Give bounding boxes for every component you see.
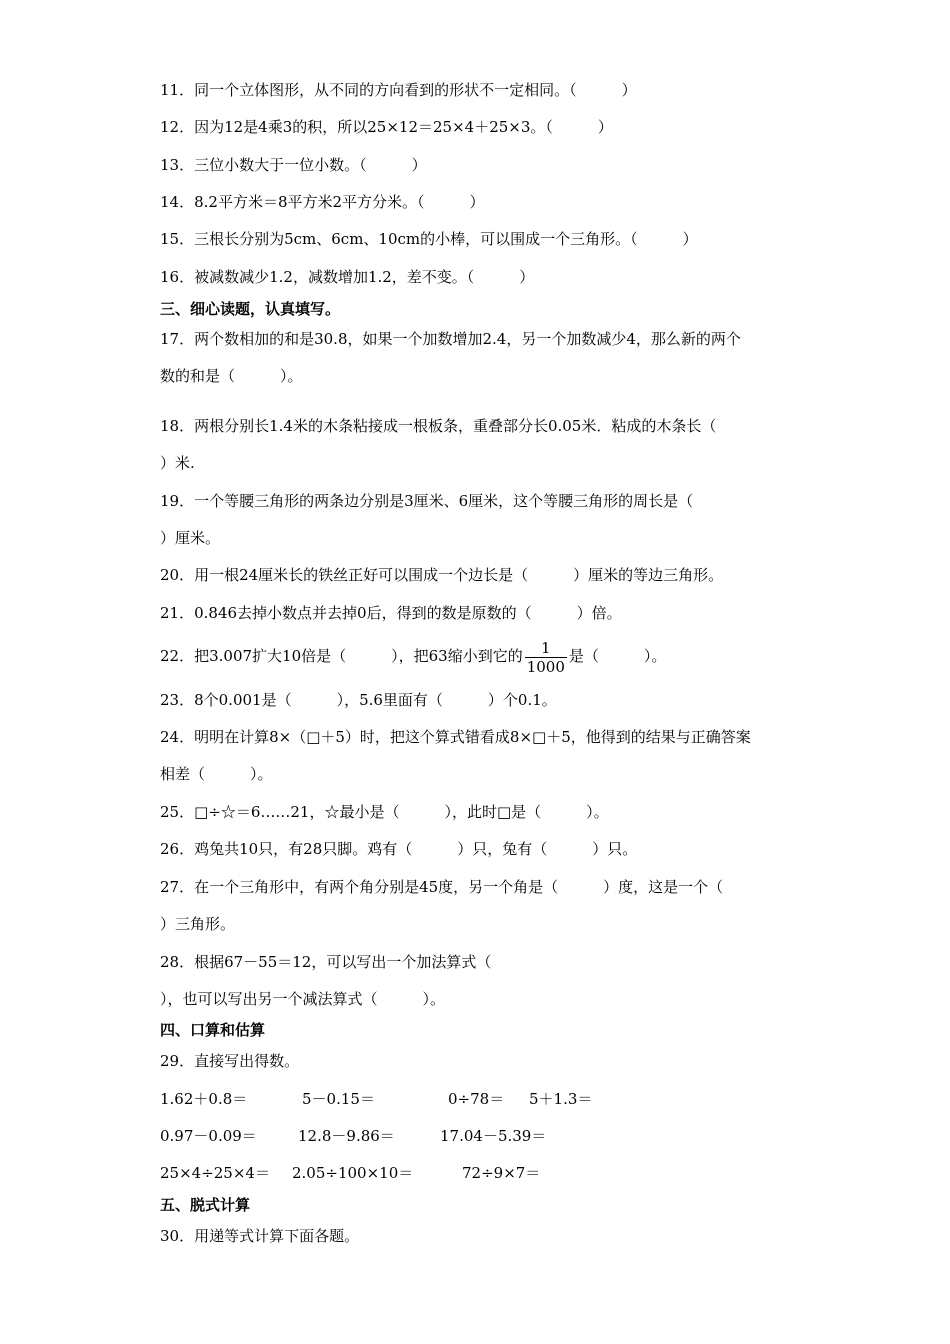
- fraction-numerator: 1: [525, 639, 567, 658]
- question-26: 26．鸡兔共10只，有28只脚。鸡有（ ）只，兔有（ ）只。: [160, 840, 638, 858]
- section-heading-5: 五、脱式计算: [160, 1196, 251, 1214]
- question-11: 11．同一个立体图形，从不同的方向看到的形状不一定相同。（ ）: [160, 81, 637, 99]
- question-22-prefix: 22．把3.007扩大10倍是（ ），把63缩小到它的: [160, 647, 523, 665]
- question-29: 29．直接写出得数。: [160, 1052, 300, 1070]
- question-20: 20．用一根24厘米长的铁丝正好可以围成一个边长是（ ）厘米的等边三角形。: [160, 566, 724, 584]
- fraction-denominator: 1000: [526, 657, 565, 676]
- calc-item: 2.05÷100×10＝: [292, 1164, 414, 1182]
- question-12: 12．因为12是4乘3的积，所以25×12＝25×4＋25×3。（ ）: [160, 118, 613, 136]
- question-25: 25．□÷☆＝6……21，☆最小是（ ），此时□是（ ）。: [160, 803, 609, 821]
- calc-item: 0÷78＝: [448, 1090, 505, 1108]
- question-16: 16．被减数减少1.2，减数增加1.2，差不变。（ ）: [160, 268, 535, 286]
- section-heading-3: 三、细心读题，认真填写。: [160, 300, 341, 318]
- question-19-line-1: 19．一个等腰三角形的两条边分别是3厘米、6厘米，这个等腰三角形的周长是（: [160, 492, 694, 510]
- calc-item: 17.04－5.39＝: [440, 1127, 547, 1145]
- calc-item: 25×4÷25×4＝: [160, 1164, 270, 1182]
- calc-item: 0.97－0.09＝: [160, 1127, 257, 1145]
- fraction: [525, 639, 567, 676]
- section-heading-4: 四、口算和估算: [160, 1021, 266, 1039]
- calc-item: 12.8－9.86＝: [298, 1127, 395, 1145]
- calc-item: 1.62＋0.8＝: [160, 1090, 248, 1108]
- question-22-suffix: 是（ ）。: [568, 647, 667, 665]
- question-18-line-1: 18．两根分别长1.4米的木条粘接成一根板条，重叠部分长0.05米．粘成的木条长（: [160, 417, 717, 435]
- question-15: 15．三根长分别为5cm、6cm、10cm的小棒，可以围成一个三角形。（ ）: [160, 230, 698, 248]
- question-23: 23．8个0.001是（ ），5.6里面有（ ）个0.1。: [160, 691, 557, 709]
- question-14: 14．8.2平方米＝8平方米2平方分米。（ ）: [160, 193, 485, 211]
- question-18-line-2: ）米.: [160, 454, 195, 472]
- question-21: 21．0.846去掉小数点并去掉0后，得到的数是原数的（ ）倍。: [160, 604, 622, 622]
- question-27-line-1: 27．在一个三角形中，有两个角分别是45度，另一个角是（ ）度，这是一个（: [160, 878, 724, 896]
- question-13: 13．三位小数大于一位小数。（ ）: [160, 156, 427, 174]
- calc-item: 5＋1.3＝: [529, 1090, 593, 1108]
- question-22: [160, 636, 666, 676]
- question-24-line-1: 24．明明在计算8×（□＋5）时，把这个算式错看成8×□＋5，他得到的结果与正确答案: [160, 728, 751, 746]
- question-28-line-2: ），也可以写出另一个减法算式（ ）。: [160, 990, 446, 1008]
- question-24-line-2: 相差（ ）。: [160, 765, 273, 783]
- question-17-line-2: 数的和是（ ）。: [160, 367, 303, 385]
- question-28-line-1: 28．根据67－55＝12，可以写出一个加法算式（: [160, 953, 492, 971]
- calc-item: 5－0.15＝: [302, 1090, 375, 1108]
- question-17-line-1: 17．两个数相加的和是30.8，如果一个加数增加2.4，另一个加数减少4，那么新的两个: [160, 330, 741, 348]
- question-27-line-2: ）三角形。: [160, 915, 236, 933]
- calc-item: 72÷9×7＝: [462, 1164, 541, 1182]
- question-19-line-2: ）厘米。: [160, 529, 221, 547]
- question-30: 30．用递等式计算下面各题。: [160, 1227, 360, 1245]
